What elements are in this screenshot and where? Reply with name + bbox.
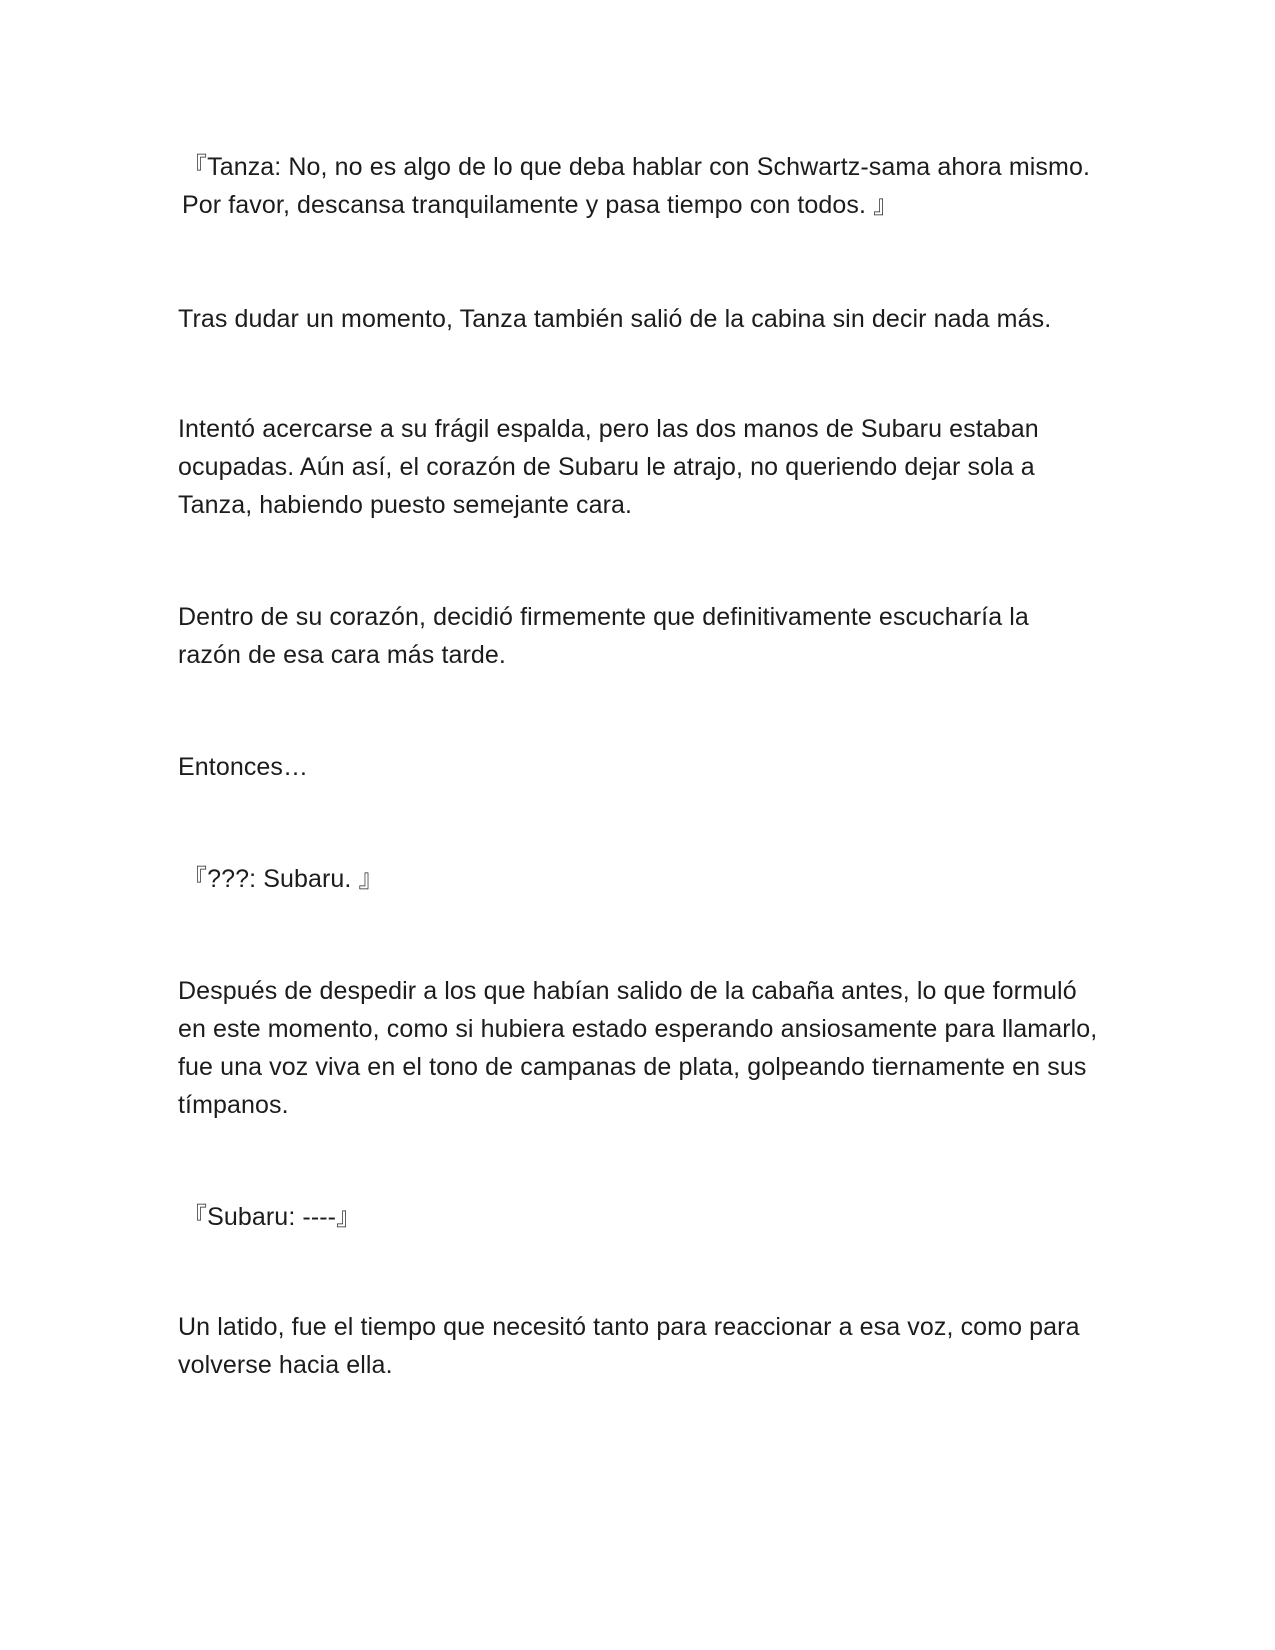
narration-paragraph: Dentro de su corazón, decidió firmemente que definitivamente escucharía la razón de esa cara más tarde. bbox=[178, 603, 1029, 669]
narration-paragraph: Un latido, fue el tiempo que necesitó tanto para reaccionar a esa voz, como para volverse hacia ella. bbox=[178, 1313, 1080, 1379]
narration-paragraph: Tras dudar un momento, Tanza también salió de la cabina sin decir nada más. bbox=[178, 305, 1052, 333]
dialogue-subaru: 『Subaru: ----』 bbox=[182, 1203, 362, 1231]
narration-paragraph: Entonces… bbox=[178, 753, 309, 781]
dialogue-unknown: 『???: Subaru. 』 bbox=[182, 865, 384, 893]
narration-paragraph: Después de despedir a los que habían salido de la cabaña antes, lo que formuló en este momento, como si hubiera estado esperando ansiosamente para llamarlo, fue una voz viva en el tono de campanas de plata, golpeando tiernamente en sus tímpanos. bbox=[178, 977, 1098, 1119]
dialogue-tanza: 『Tanza: No, no es algo de lo que deba hablar con Schwartz-sama ahora mismo. Por favor, descansa tranquilamente y pasa tiempo con todos. 』 bbox=[182, 153, 1090, 219]
narration-paragraph: Intentó acercarse a su frágil espalda, pero las dos manos de Subaru estaban ocupadas. Aún así, el corazón de Subaru le atrajo, no queriendo dejar sola a Tanza, habiendo puesto semejante cara. bbox=[178, 415, 1039, 519]
